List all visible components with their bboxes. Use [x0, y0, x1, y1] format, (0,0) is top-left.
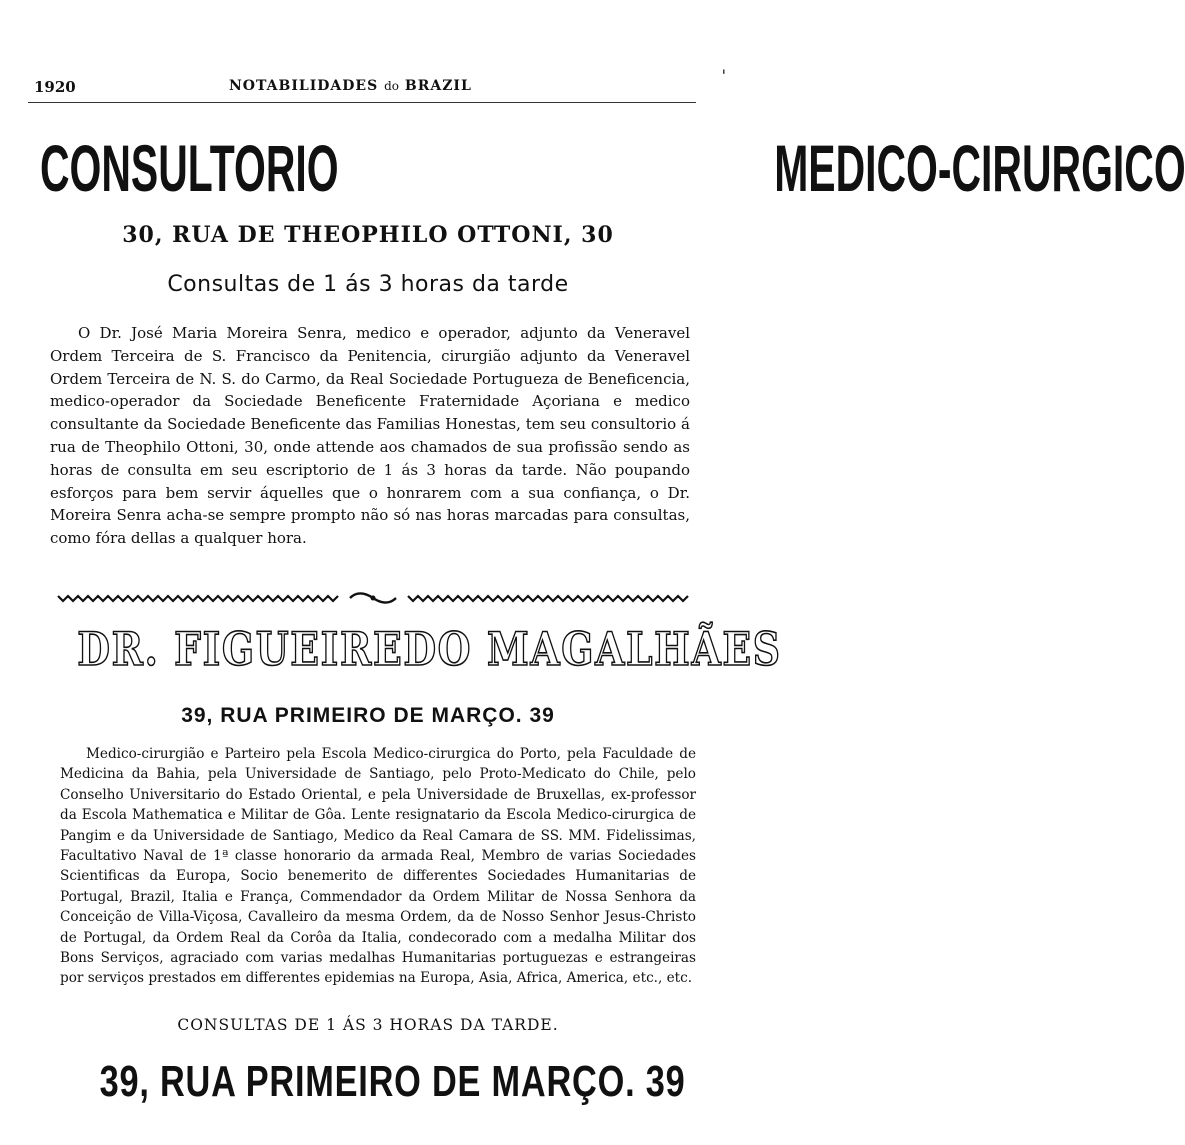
running-header [34, 76, 694, 100]
margin-mark: ' [721, 66, 726, 85]
ad1-title [40, 118, 1185, 218]
ad1-body-paragraph: O Dr. José Maria Moreira Senra, medico e operador, adjunto da Veneravel Ordem Terceira de S. Francisco da Penitencia, cirurgião adjunto da Veneravel Ordem Terceira de N. S. do Carmo, da Real Sociedade Portugueza de Beneficencia, medico-operador da Sociedade Beneficente Fraternidade Açoriana e medico consultante da Sociedade Beneficente das Familias Honestas, tem seu consultorio á rua de Theophilo Ottoni, 30, onde attende aos chamados de sua profissão sendo as horas de consulta em seu escriptorio de 1 ás 3 horas da tarde. Não poupando esforços para bem servir áquelles que o honrarem com a sua confiança, o Dr. Moreira Senra acha-se sempre prompto não só nas horas marcadas para consultas, como fóra dellas a qualquer hora. [50, 324, 690, 548]
ad2-name [0, 622, 782, 676]
ad2-hours: CONSULTAS DE 1 ÁS 3 HORAS DA TARDE. [177, 1016, 559, 1034]
running-title-part1: NOTABILIDADES [229, 78, 379, 94]
page-number: 1920 [34, 78, 76, 96]
ad2-address: 39, RUA PRIMEIRO DE MARÇO. 39 [181, 704, 555, 727]
ad1-title-word2: MEDICO-CIRURGICO [773, 131, 1185, 205]
ad2-name-text: DR. FIGUEIREDO MAGALHÃES [77, 622, 782, 676]
ad2-address-big-text: 39, RUA PRIMEIRO DE MARÇO. 39 [100, 1057, 686, 1106]
ornamental-divider [58, 590, 688, 606]
running-title-part3: BRAZIL [404, 78, 472, 94]
header-rule [28, 102, 696, 103]
running-title-part2: do [384, 79, 399, 93]
ad2-address-big [100, 1052, 686, 1112]
ad1-address: 30, RUA DE THEOPHILO OTTONI, 30 [122, 222, 614, 248]
ad2-body-paragraph: Medico-cirurgião e Parteiro pela Escola Medico-cirurgica do Porto, pela Faculdade de Medicina da Bahia, pela Universidade de Santiago, pelo Proto-Medicato do Chile, pelo Conselho Universitario do Estado Oriental, e pela Universidade de Bruxellas, ex-professor da Escola Mathematica e Militar de Gôa. Lente resignatario da Escola Medico-cirurgica de Pangim e da Universidade de Santiago, Medico da Real Camara de SS. MM. Fidelissimas, Facultativo Naval de 1ª classe honorario da armada Real, Membro de varias Sociedades Scientificas da Europa, Socio benemerito de differentes Sociedades Humanitarias de Portugal, Brazil, Italia e França, Commendador da Ordem Militar de Nossa Senhora da Conceição de Villa-Viçosa, Cavalleiro da mesma Ordem, da de Nosso Senhor Jesus-Christo de Portugal, da Ordem Real da Corôa da Italia, condecorado com a medalha Militar dos Bons Serviços, agraciado com varias medalhas Humanitarias portuguezas e estrangeiras por serviços prestados em differentes epidemias na Europa, Asia, Africa, America, etc., etc. [60, 746, 696, 987]
ad1-hours: Consultas de 1 ás 3 horas da tarde [167, 272, 569, 297]
running-title [229, 78, 472, 94]
ad1-title-word1: CONSULTORIO [40, 131, 339, 205]
